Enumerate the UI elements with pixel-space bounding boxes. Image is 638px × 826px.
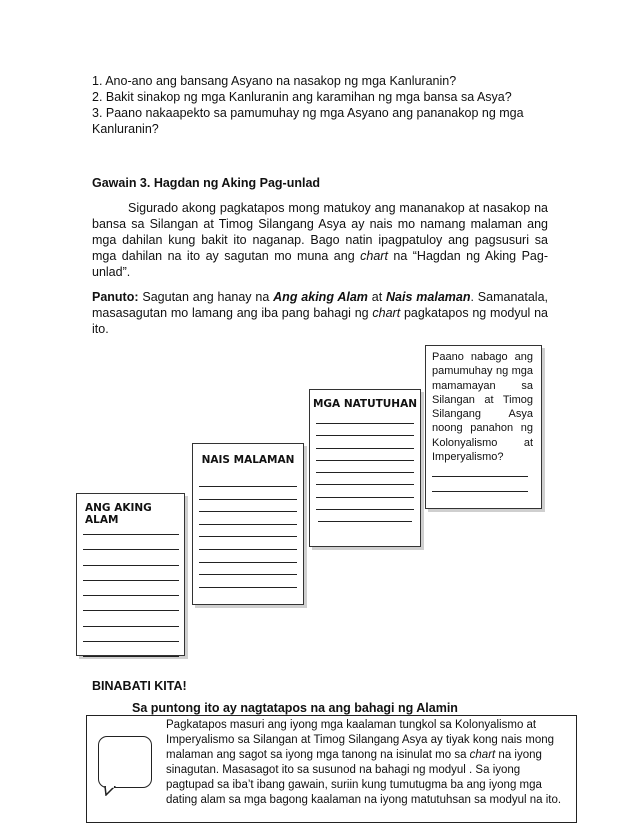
question-1: 1. Ano-ano ang bansang Asyano na nasakop ng mga Kanluranin? xyxy=(92,74,457,88)
answer-lines-natutuhan[interactable] xyxy=(310,423,420,522)
card-paano-nabago xyxy=(425,345,542,509)
panuto-text1: Sagutan ang hanay na xyxy=(138,290,274,304)
panuto-paragraph xyxy=(92,289,548,337)
intro-end: na “Hagdan ng Aking Pag-unlad”. xyxy=(92,249,548,279)
speech-bubble-tail-icon xyxy=(104,786,118,796)
intro-chart-word: chart xyxy=(360,249,388,263)
panuto-text2: . Samanatala, masasagutan mo lamang ang iba pang bahagi ng xyxy=(92,290,548,320)
card-ang-aking-alam xyxy=(76,493,185,656)
panuto-chart-word: chart xyxy=(372,306,401,320)
card-title-natutuhan: MGA NATUTUHAN xyxy=(312,398,418,410)
info-box-text xyxy=(166,718,566,807)
activity-title: Gawain 3. Hagdan ng Aking Pag-unlad xyxy=(92,176,321,190)
question-2: 2. Bakit sinakop ng mga Kanluranin ang karamihan ng mga bansa sa Asya? xyxy=(92,90,512,104)
congrats-heading: BINABATI KITA! xyxy=(92,679,187,693)
card-nais-malaman xyxy=(192,443,304,605)
panuto-label: Panuto: xyxy=(92,290,139,304)
info-chart-word: chart xyxy=(469,748,496,761)
answer-lines-alam[interactable] xyxy=(77,534,184,657)
panuto-nais: Nais malaman xyxy=(386,290,471,304)
panuto-alam: Ang aking Alam xyxy=(273,290,368,304)
card-title-nais: NAIS MALAMAN xyxy=(201,454,295,466)
speech-bubble-icon xyxy=(98,736,152,788)
panuto-at: at xyxy=(367,290,387,304)
panuto-text3: pagkatapos ng modyul na ito. xyxy=(92,306,548,336)
info-text-1: Pagkatapos masuri ang iyong mga kaalaman tungkol sa Kolonyalismo at Imperyalismo sa Silangan at Timog Silangang Asya ay tiyak kong nais mong malaman ang sagot sa iyong mga tanong na isinulat mo sa xyxy=(166,719,555,761)
card-mga-natutuhan xyxy=(309,389,421,547)
intro-paragraph xyxy=(92,200,548,280)
answer-lines-nais[interactable] xyxy=(193,486,303,588)
card-title-alam: ANG AKING ALAM xyxy=(85,502,152,526)
reflection-question: Paano nabago ang pamumuhay ng mga mamamayan sa Silangan at Timog Silangang Asya noong panahon ng Kolonyalismo at Imperyalismo? xyxy=(432,351,533,464)
info-text-2: na iyong sinagutan. Masasagot ito sa susunod na bahagi ng modyul . Sa iyong pagtupad sa iba’t ibang gawain, suriin kung tumutugma ba ang iyong mga dating alam sa mga bagong kaalaman na iyong matutuhsan sa modyul na ito. xyxy=(166,748,562,806)
section-end-line: Sa puntong ito ay nagtatapos na ang bahagi ng Alamin xyxy=(132,701,458,715)
question-3: 3. Paano nakaapekto sa pamumuhay ng mga Asyano ang pananakop ng mga Kanluranin? xyxy=(92,106,524,136)
intro-text: Sigurado akong pagkatapos mong matukoy ang mananakop at nasakop na bansa sa Silangan at Timog Silangang Asya ay nais mo namang malaman ang mga dahilan kung bakit ito naganap. Bago natin ipagpatuloy ang pagsusuri sa mga dahilan na ito ay sagutan mo muna ang xyxy=(92,201,548,263)
answer-lines-paano[interactable] xyxy=(432,476,533,492)
